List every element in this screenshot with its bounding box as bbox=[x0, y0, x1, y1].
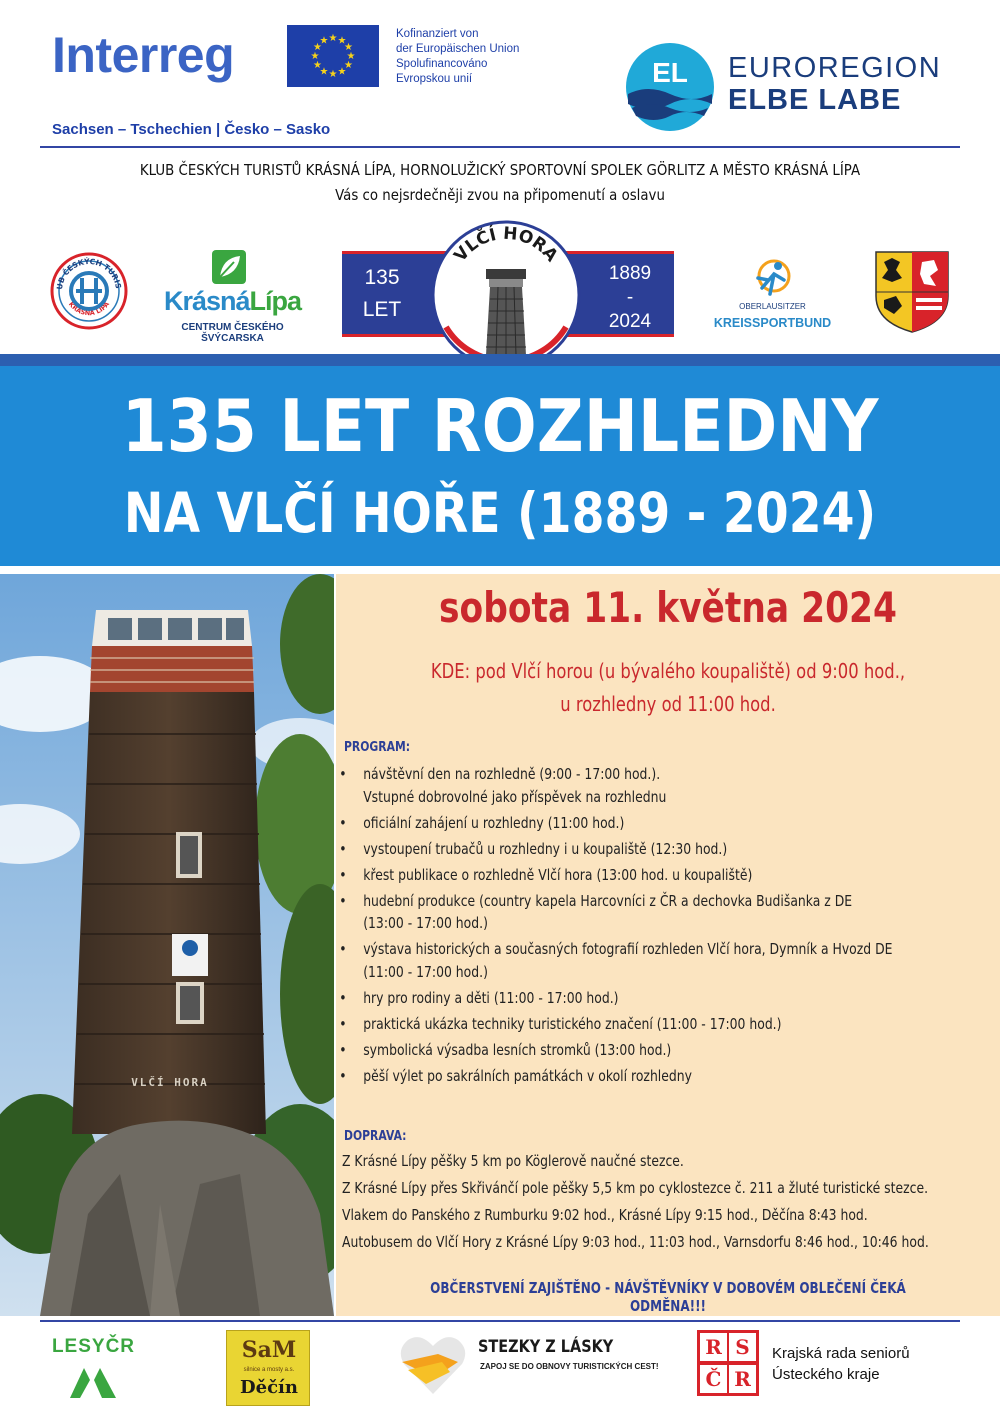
invitation-text bbox=[70, 158, 930, 208]
krs-logo bbox=[697, 1330, 759, 1396]
krs-logo-letter: R bbox=[700, 1333, 727, 1361]
euroregion-wordmark bbox=[728, 52, 941, 116]
svg-text:★: ★ bbox=[328, 69, 338, 80]
sam-wordmark: SaM bbox=[241, 1337, 297, 1363]
transport-line: Z Krásné Lípy přes Skřivánčí pole pěšky 5,5 km po cyklostezce č. 211 a žluté turistické stezce. bbox=[342, 1179, 929, 1197]
runner-icon bbox=[748, 258, 796, 300]
leaf-icon bbox=[212, 250, 246, 284]
vlci-hora-emblem bbox=[426, 217, 586, 372]
eu-text-line: Spolufinancováno bbox=[396, 58, 488, 70]
kct-ring-top-text: UB ČESKÝCH TURIS bbox=[54, 256, 123, 291]
program-item bbox=[336, 763, 892, 808]
sam-decin-logo bbox=[226, 1330, 310, 1406]
krs-name bbox=[772, 1343, 910, 1385]
okb-big-text: KREISSPORTBUND bbox=[713, 316, 832, 330]
transport-line: Autobusem do Vlčí Hory z Krásné Lípy 9:03 hod., 11:03 hod., Varnsdorfu 8:46 hod., 10:46 hod. bbox=[342, 1233, 929, 1251]
heart-icon bbox=[398, 1332, 468, 1398]
eu-text-line: Kofinanziert von bbox=[396, 28, 479, 40]
transport-heading: DOPRAVA: bbox=[344, 1128, 407, 1144]
program-item-text: (13:00 - 17:00 hod.) bbox=[363, 914, 488, 932]
svg-text:★: ★ bbox=[337, 35, 347, 47]
svg-text:★: ★ bbox=[328, 33, 338, 44]
event-location bbox=[396, 655, 940, 721]
header-divider bbox=[40, 146, 960, 148]
sam-subtitle: silnice a mosty a.s. bbox=[243, 1367, 295, 1373]
interreg-wordmark: Interreg bbox=[52, 27, 235, 83]
program-item-text: • pěší výlet po sakrálních památkách v okolí rozhledny bbox=[363, 1066, 692, 1085]
badge-years-number: 135 bbox=[364, 266, 400, 289]
tower-plaque-text: VLČÍ HORA bbox=[131, 1076, 209, 1089]
transport-line: Z Krásné Lípy pěšky 5 km po Köglerově naučné stezce. bbox=[342, 1152, 684, 1170]
program-item bbox=[336, 1039, 892, 1062]
svg-text:★: ★ bbox=[337, 66, 347, 78]
refreshment-note: OBČERSTVENÍ ZAJIŠTĚNO - NÁVŠTĚVNÍKY V DOBOVÉM OBLEČENÍ ČEKÁ ODMĚNA!!! bbox=[430, 1279, 906, 1315]
program-item-text: • oficiální zahájení u rozhledny (11:00 hod.) bbox=[363, 813, 625, 832]
lesy-cr-wordmark: LESYČR bbox=[51, 1336, 136, 1357]
euroregion-line-1: EUROREGION bbox=[728, 52, 942, 84]
coat-of-arms-icon bbox=[872, 248, 952, 334]
program-item bbox=[336, 1013, 892, 1036]
program-item bbox=[336, 938, 892, 983]
transport-line: Vlakem do Panského z Rumburku 9:02 hod., Krásné Lípy 9:15 hod., Děčína 8:43 hod. bbox=[342, 1206, 868, 1224]
footer-divider bbox=[40, 1320, 960, 1322]
program-heading: PROGRAM: bbox=[344, 739, 411, 755]
lesy-cr-logo bbox=[46, 1336, 141, 1402]
event-location-line-1: KDE: pod Vlčí horou (u bývalého koupaliště) od 9:00 hod., bbox=[430, 659, 906, 683]
svg-text:★: ★ bbox=[344, 42, 353, 53]
program-item bbox=[336, 838, 892, 861]
eu-text-line: Evropskou unií bbox=[396, 73, 473, 85]
lipa-word: Lípa bbox=[249, 286, 302, 316]
krasna-lipa-name bbox=[155, 286, 310, 317]
euroregion-logo-icon bbox=[624, 42, 716, 132]
program-item-text: (11:00 - 17:00 hod.) bbox=[363, 962, 488, 981]
euroregion-mark: EL bbox=[652, 57, 688, 88]
svg-text:★: ★ bbox=[319, 35, 329, 47]
kct-ring-bottom-text: KRÁSNÁ LÍPA bbox=[66, 300, 112, 318]
program-item-text: • návštěvní den na rozhledně (9:00 - 17:00 hod.). bbox=[363, 765, 661, 783]
badge-years bbox=[352, 262, 412, 326]
event-date: sobota 11. května 2024 bbox=[439, 583, 897, 632]
badge-year-start: 1889 bbox=[608, 263, 652, 284]
badge-year-end: 2024 bbox=[608, 311, 652, 332]
program-item bbox=[336, 1065, 892, 1088]
eu-text-line: der Europäischen Union bbox=[396, 43, 520, 55]
program-item-text: • vystoupení trubačů u rozhledny i u koupaliště (12:30 hod.) bbox=[363, 839, 728, 858]
svg-text:★: ★ bbox=[344, 60, 353, 71]
event-location-line-2: u rozhledny od 11:00 hod. bbox=[560, 692, 776, 716]
badge-year-dash: - bbox=[626, 287, 634, 308]
oberlausitzer-kreissportbund-logo bbox=[710, 258, 835, 338]
euroregion-line-2: ELBE LABE bbox=[728, 84, 902, 116]
svg-text:★: ★ bbox=[319, 66, 329, 78]
krasna-lipa-logo bbox=[155, 250, 310, 344]
program-item-text: • symbolická výsadba lesních stromků (13:00 hod.) bbox=[363, 1040, 672, 1059]
program-list bbox=[336, 763, 892, 1091]
program-item-text: • hudební produkce (country kapela Harcovníci z ČR a dechovka Budišanka z DE bbox=[363, 891, 853, 910]
svg-text:★: ★ bbox=[310, 51, 320, 62]
krs-logo-letter: Č bbox=[700, 1365, 727, 1393]
program-item bbox=[336, 812, 892, 835]
badge-years-word: LET bbox=[362, 298, 402, 321]
program-item bbox=[336, 890, 892, 935]
emblem-title: VLČÍ HORA bbox=[450, 223, 562, 266]
program-item-text: Vstupné dobrovolné jako příspěvek na rozhlednu bbox=[363, 787, 667, 806]
tower-photo bbox=[0, 574, 334, 1316]
sam-city: Děčín bbox=[240, 1377, 298, 1398]
svg-text:★: ★ bbox=[346, 51, 356, 62]
program-item bbox=[336, 864, 892, 887]
program-item-text: • hry pro rodiny a děti (11:00 - 17:00 hod.) bbox=[363, 988, 619, 1007]
krs-logo-letter: R bbox=[729, 1365, 756, 1393]
stezky-z-lasky-subtitle: ZAPOJ SE DO OBNOVY TURISTICKÝCH CEST! bbox=[480, 1362, 659, 1371]
main-title: 135 LET ROZHLEDNY bbox=[121, 384, 879, 468]
invitation-phrase: Vás co nejsrdečněji zvou na připomenutí a oslavu bbox=[335, 186, 665, 204]
krs-name-line-1: Krajská rada seniorů bbox=[772, 1345, 910, 1362]
program-item-text: • praktická ukázka techniky turistického značení (11:00 - 17:00 hod.) bbox=[363, 1014, 782, 1033]
krs-logo-letter: S bbox=[729, 1333, 756, 1361]
invitation-organizers: KLUB ČESKÝCH TURISTŮ KRÁSNÁ LÍPA, HORNOLUŽICKÝ SPORTOVNÍ SPOLEK GÖRLITZ A MĚSTO KRÁSNÁ LÍPA bbox=[139, 161, 861, 179]
badge-date-range bbox=[594, 262, 666, 334]
svg-text:★: ★ bbox=[313, 42, 322, 53]
eu-flag-icon bbox=[287, 25, 379, 87]
main-subtitle: NA VLČÍ HOŘE (1889 - 2024) bbox=[123, 481, 877, 545]
kct-krasna-lipa-logo bbox=[50, 252, 128, 330]
krasna-word: Krásná bbox=[163, 286, 250, 316]
interreg-logo bbox=[52, 27, 272, 83]
transport-list bbox=[342, 1148, 929, 1256]
stezky-z-lasky-title: STEZKY Z LÁSKY bbox=[478, 1337, 614, 1357]
program-item bbox=[336, 987, 892, 1010]
title-banner-stripe bbox=[0, 354, 1000, 366]
interreg-region-line: Sachsen – Tschechien | Česko – Sasko bbox=[52, 121, 331, 138]
svg-text:★: ★ bbox=[313, 60, 322, 71]
program-item-text: • výstava historických a současných fotografií rozhleden Vlčí hora, Dymník a Hvozd DE bbox=[363, 940, 893, 958]
eu-cofinancing-text bbox=[396, 27, 576, 87]
krs-name-line-2: Ústeckého kraje bbox=[772, 1366, 880, 1383]
okb-small-text: OBERLAUSITZER bbox=[739, 302, 806, 311]
program-item-text: • křest publikace o rozhledně Vlčí hora (13:00 hod. u koupaliště) bbox=[363, 865, 753, 884]
krasna-lipa-subtitle: CENTRUM ČESKÉHO ŠVÝCARSKA bbox=[181, 322, 284, 344]
